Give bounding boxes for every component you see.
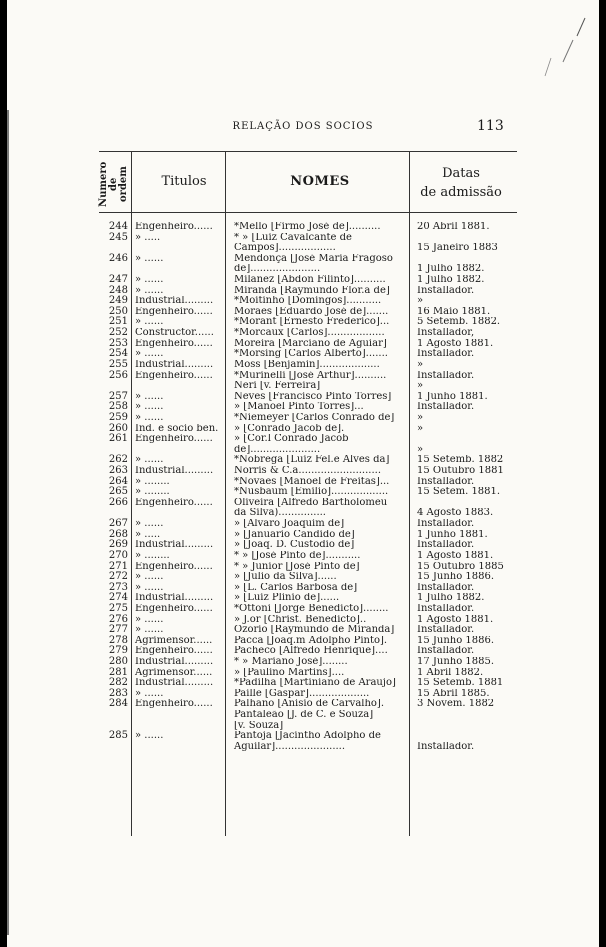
member-name: Miranda [Raymundo Flor.a de] <box>234 285 390 296</box>
member-name: Mendonça [José Maria Fragoso <box>234 253 393 264</box>
table-row <box>100 328 520 339</box>
table-row <box>100 243 520 254</box>
table-row <box>100 381 520 392</box>
member-name: » [Julio da Silva]...... <box>234 572 337 583</box>
member-title: Engenheiro...... <box>135 222 213 232</box>
member-number: 276 <box>108 613 128 625</box>
admission-date: Installador. <box>417 402 475 413</box>
member-number: 251 <box>108 316 128 328</box>
member-number: 261 <box>108 433 128 445</box>
member-name: » [Luiz Plinio de]...... <box>234 593 340 604</box>
admission-date: Installador. <box>417 285 475 296</box>
admission-date <box>414 721 520 732</box>
table-row <box>100 646 520 657</box>
admission-date: 1 Agosto 1881. <box>417 338 494 349</box>
member-title: Industrial......... <box>135 540 214 551</box>
table-row <box>100 625 520 636</box>
column-header-number: Numero de ordem <box>98 161 129 207</box>
member-title <box>130 445 231 456</box>
table-row <box>100 657 520 668</box>
column-header-datas <box>413 164 509 202</box>
member-name: * » [Luiz Cavalcante de <box>234 232 352 243</box>
admission-date: 15 Setemb. 1881 <box>417 678 504 689</box>
table-row <box>100 371 520 382</box>
member-number: 257 <box>108 390 128 402</box>
member-title <box>130 508 231 519</box>
member-number: 272 <box>108 571 128 583</box>
member-name: Moss [Benjamin]................... <box>234 359 380 370</box>
table-row <box>100 286 520 297</box>
table-row <box>100 678 520 689</box>
member-number: 263 <box>108 465 128 477</box>
member-title: Engenheiro...... <box>135 434 213 445</box>
member-name: *Mello [Firmo José de].......... <box>234 222 381 232</box>
member-name: Moreira [Marciano de Aguiar] <box>234 338 387 349</box>
member-name: *Morcaux [Carlos].................. <box>234 328 385 339</box>
member-name: » [Manoel Pinto Torres]... <box>234 402 364 413</box>
member-number: 247 <box>108 274 128 286</box>
admission-date: 1 Julho 1882. <box>417 593 485 604</box>
member-name: Neves [Francisco Pinto Torres] <box>234 391 392 402</box>
member-title <box>130 264 231 275</box>
header-bottom-rule <box>99 212 517 213</box>
table-row <box>100 275 520 286</box>
member-title: Ind. e socio ben. <box>135 423 219 434</box>
member-number: 281 <box>108 666 128 678</box>
member-title: Industrial......... <box>135 593 214 604</box>
member-name: Paille [Gaspar]................... <box>234 688 370 699</box>
table-row <box>100 519 520 530</box>
table-row <box>100 572 520 583</box>
admission-date: » <box>417 359 424 370</box>
table-row <box>100 562 520 573</box>
admission-date: 3 Novem. 1882 <box>417 699 495 710</box>
member-name: Milanez [Abdon Filinto].......... <box>234 275 386 286</box>
member-name: Pantoja [Jacintho Adolpho de <box>234 731 381 742</box>
member-name: de]...................... <box>234 264 321 275</box>
member-name: de]...................... <box>234 444 321 455</box>
table-row <box>100 604 520 615</box>
member-number: 280 <box>108 655 128 667</box>
member-title: » ...... <box>135 253 164 264</box>
member-number: 248 <box>108 284 128 296</box>
member-name: Ozorio [Raymundo de Miranda] <box>234 625 395 636</box>
admission-date: 1 Agosto 1881. <box>417 550 494 561</box>
admission-date: Installador. <box>417 603 475 614</box>
member-name: » [Conrado Jacob de]. <box>234 423 345 434</box>
member-title: » ...... <box>135 275 164 286</box>
member-name: *Nusbaum [Emilio].................. <box>234 487 389 498</box>
member-name: » [Alvaro Joaquim de] <box>234 519 345 530</box>
member-number: 267 <box>108 518 128 530</box>
member-number: 277 <box>108 624 128 636</box>
member-name: Palhano [Anisio de Carvalho]. <box>234 699 385 710</box>
member-name: » [L. Carlos Barbosa de] <box>234 582 358 593</box>
member-name: Pacca [Joaq.m Adolpho Pinto]. <box>234 635 388 646</box>
member-name: Pantaleão [J. de C. e Souza] <box>234 710 374 721</box>
member-number <box>100 710 130 721</box>
member-number: 246 <box>108 252 128 264</box>
member-number: 273 <box>108 581 128 593</box>
member-name: » [Januario Candido de] <box>234 529 355 540</box>
member-title <box>130 243 231 254</box>
admissao-label: de admissão <box>420 185 502 200</box>
member-name: *Morsing [Carlos Alberto]....... <box>234 349 388 360</box>
member-title: Engenheiro...... <box>135 561 213 572</box>
member-number: 282 <box>108 677 128 689</box>
table-row <box>100 487 520 498</box>
column-header-nomes: NOMES <box>290 174 350 189</box>
member-title: Engenheiro...... <box>135 306 213 317</box>
admission-date: 16 Maio 1881. <box>417 306 491 317</box>
admission-date: 15 Setemb. 1882 <box>417 455 504 466</box>
admission-date: » <box>417 381 424 392</box>
admission-date: 15 Outubro 1881 <box>417 466 504 477</box>
admission-date: 15 Abril 1885. <box>417 688 490 699</box>
member-title: » ........ <box>135 487 170 498</box>
table-row <box>100 636 520 647</box>
member-title: » ...... <box>135 349 164 360</box>
member-name: *Moitinho [Domingos]........... <box>234 296 382 307</box>
table-row <box>100 593 520 604</box>
table-row <box>100 392 520 403</box>
member-title: Agrimensor...... <box>135 635 213 646</box>
member-list <box>100 222 520 752</box>
member-title: Engenheiro...... <box>135 497 213 508</box>
member-number: 271 <box>108 560 128 572</box>
column-header-titulos: Titulos <box>161 174 207 189</box>
member-name: *Padilha [Martiniano de Araujo] <box>234 678 396 689</box>
admission-date: 1 Julho 1882. <box>417 275 485 286</box>
table-row <box>100 477 520 488</box>
member-number: 264 <box>108 475 128 487</box>
member-title: Industrial......... <box>135 359 214 370</box>
member-title: Industrial......... <box>135 466 214 477</box>
member-title: » ...... <box>135 519 164 530</box>
table-row <box>100 296 520 307</box>
member-number: 249 <box>108 295 128 307</box>
member-name: Campos].................. <box>234 243 336 254</box>
member-number: 258 <box>108 401 128 413</box>
member-title: » ..... <box>135 529 161 540</box>
admission-date: Installador. <box>417 370 475 381</box>
member-number: 284 <box>108 698 128 710</box>
admission-date: » <box>417 412 424 423</box>
table-row <box>100 551 520 562</box>
table-row <box>100 402 520 413</box>
member-title: » ...... <box>135 455 164 466</box>
member-number: 255 <box>108 358 128 370</box>
admission-date: Installador. <box>417 540 475 551</box>
table-row <box>100 317 520 328</box>
table-row <box>100 466 520 477</box>
member-number: 285 <box>108 730 128 742</box>
member-name: Oliveira [Alfredo Bartholomeu <box>234 497 388 508</box>
member-number: 265 <box>108 486 128 498</box>
admission-date: » <box>417 423 424 434</box>
admission-date: 15 Janeiro 1883 <box>417 243 498 254</box>
member-title: » ...... <box>135 731 164 742</box>
member-number: 250 <box>108 305 128 317</box>
member-number: 269 <box>108 539 128 551</box>
member-name: *Morant [Ernesto Frederico]... <box>234 317 390 328</box>
member-number: 275 <box>108 602 128 614</box>
admission-date: Installador, <box>417 328 475 339</box>
member-title: Industrial......... <box>135 296 214 307</box>
admission-date <box>414 233 520 244</box>
admission-date <box>414 434 520 445</box>
table-row <box>100 540 520 551</box>
running-header: RELAÇÃO DOS SOCIOS <box>232 121 374 132</box>
admission-date: Installador. <box>417 646 475 657</box>
member-number: 245 <box>108 231 128 243</box>
member-name: Aguilar]...................... <box>234 741 346 752</box>
member-number: 254 <box>108 348 128 360</box>
admission-date <box>414 498 520 509</box>
admission-date: 17 Junho 1885. <box>417 656 495 667</box>
table-row <box>100 339 520 350</box>
member-title: Engenheiro...... <box>135 603 213 614</box>
member-name: *Nobrega [Luiz Fel.e Alves da] <box>234 455 390 466</box>
admission-date: Installador. <box>417 625 475 636</box>
member-name: » [Cor.l Conrado Jacob <box>234 434 349 445</box>
member-title <box>130 381 231 392</box>
admission-date: 15 Setem. 1881. <box>417 487 501 498</box>
member-name: da Silva)............... <box>234 508 326 519</box>
member-title: » ...... <box>135 614 164 625</box>
member-number: 256 <box>108 369 128 381</box>
admission-date: Installador. <box>417 582 475 593</box>
member-number: 266 <box>108 496 128 508</box>
member-name: » [Joaq. D. Custodio de] <box>234 540 355 551</box>
member-title: » ..... <box>135 232 161 243</box>
member-title: » ...... <box>135 688 164 699</box>
table-row <box>100 254 520 265</box>
member-name: * » Mariano José]........ <box>234 656 348 667</box>
table-row <box>100 731 520 742</box>
member-name: *Murinelli [José Arthur].......... <box>234 370 387 381</box>
admission-date: 1 Junho 1881. <box>417 529 488 540</box>
admission-date: 5 Setemb. 1882. <box>417 317 501 328</box>
admission-date <box>414 254 520 265</box>
member-number: 262 <box>108 454 128 466</box>
member-number: 259 <box>108 411 128 423</box>
admission-date: 4 Agosto 1883. <box>417 508 494 519</box>
admission-date: 1 Julho 1882. <box>417 264 485 275</box>
member-title: » ...... <box>135 582 164 593</box>
member-title: Constructor...... <box>135 328 214 339</box>
admission-date: 1 Junho 1881. <box>417 391 488 402</box>
member-title: Industrial......... <box>135 656 214 667</box>
table-row <box>100 530 520 541</box>
member-title: Industrial......... <box>135 678 214 689</box>
member-name: » [Paulino Martins].... <box>234 667 345 678</box>
admission-date: 20 Abril 1881. <box>417 222 490 232</box>
member-name: » J.or [Christ. Benedicto].. <box>234 614 367 625</box>
member-number: 253 <box>108 337 128 349</box>
table-row <box>100 264 520 275</box>
table-row <box>100 742 520 753</box>
table-row <box>100 615 520 626</box>
member-name: *Niemeyer [Carlos Conrado de] <box>234 412 395 423</box>
table-row <box>100 721 520 732</box>
table-row <box>100 668 520 679</box>
member-number: 252 <box>108 327 128 339</box>
member-name: * » Junior [José Pinto de] <box>234 561 360 572</box>
datas-label: Datas <box>442 166 480 181</box>
admission-date: 15 Junho 1886. <box>417 635 495 646</box>
member-title: » ...... <box>135 317 164 328</box>
admission-date: 1 Agosto 1881. <box>417 614 494 625</box>
member-title: Engenheiro...... <box>135 338 213 349</box>
member-title: » ........ <box>135 476 170 487</box>
member-name: Pacheco [Alfredo Henrique].... <box>234 646 388 657</box>
admission-date <box>414 710 520 721</box>
admission-date: » <box>417 444 424 455</box>
table-row <box>100 689 520 700</box>
member-title <box>130 721 231 732</box>
table-row <box>100 222 520 233</box>
member-title: » ...... <box>135 625 164 636</box>
table-row <box>100 445 520 456</box>
member-name: Neri [v. Ferreira] <box>234 381 321 392</box>
member-title: » ...... <box>135 572 164 583</box>
member-title: Agrimensor...... <box>135 667 213 678</box>
member-number <box>100 742 130 753</box>
table-row <box>100 413 520 424</box>
admission-date: » <box>417 296 424 307</box>
table-row <box>100 349 520 360</box>
admission-date: Installador. <box>417 349 475 360</box>
admission-date: 1 Abril 1882. <box>417 667 484 678</box>
table-row <box>100 498 520 509</box>
member-number: 270 <box>108 549 128 561</box>
table-row <box>100 233 520 244</box>
admission-date: 15 Outubro 1885 <box>417 561 504 572</box>
member-title: Engenheiro...... <box>135 699 213 710</box>
table-row <box>100 434 520 445</box>
member-title: » ...... <box>135 402 164 413</box>
table-row <box>100 508 520 519</box>
member-title: » ........ <box>135 550 170 561</box>
member-number: 279 <box>108 645 128 657</box>
member-name: Moraes [Eduardo José de]....... <box>234 306 389 317</box>
member-title: Engenheiro...... <box>135 646 213 657</box>
member-number: 260 <box>108 422 128 434</box>
member-number: 268 <box>108 528 128 540</box>
member-name: * » [José Pinto de]........... <box>234 550 361 561</box>
member-name: *Ottoni [Jorge Benedicto]........ <box>234 603 389 614</box>
member-title: Engenheiro...... <box>135 370 213 381</box>
member-title <box>130 710 231 721</box>
member-title: » ...... <box>135 412 164 423</box>
table-row <box>100 710 520 721</box>
page-number: 113 <box>477 118 504 134</box>
admission-date: Installador. <box>417 741 475 752</box>
table-row <box>100 583 520 594</box>
table-row <box>100 424 520 435</box>
table-top-rule <box>99 151 517 152</box>
table-row <box>100 455 520 466</box>
member-number: 283 <box>108 687 128 699</box>
member-name: Norris & C.a.......................... <box>234 466 382 477</box>
admission-date: 15 Junho 1886. <box>417 572 495 583</box>
table-row <box>100 699 520 710</box>
member-number: 278 <box>108 634 128 646</box>
member-title: » ...... <box>135 285 164 296</box>
member-number: 274 <box>108 592 128 604</box>
member-name: [v. Souza] <box>234 720 284 731</box>
book-page <box>7 0 599 947</box>
admission-date: Installador. <box>417 476 475 487</box>
member-number: 244 <box>108 221 128 232</box>
member-title <box>130 742 231 753</box>
table-row <box>100 360 520 371</box>
admission-date: Installador. <box>417 519 475 530</box>
table-row <box>100 307 520 318</box>
member-title: » ...... <box>135 391 164 402</box>
admission-date <box>414 731 520 742</box>
member-name: *Novaes [Manoel de Freitas]... <box>234 476 390 487</box>
